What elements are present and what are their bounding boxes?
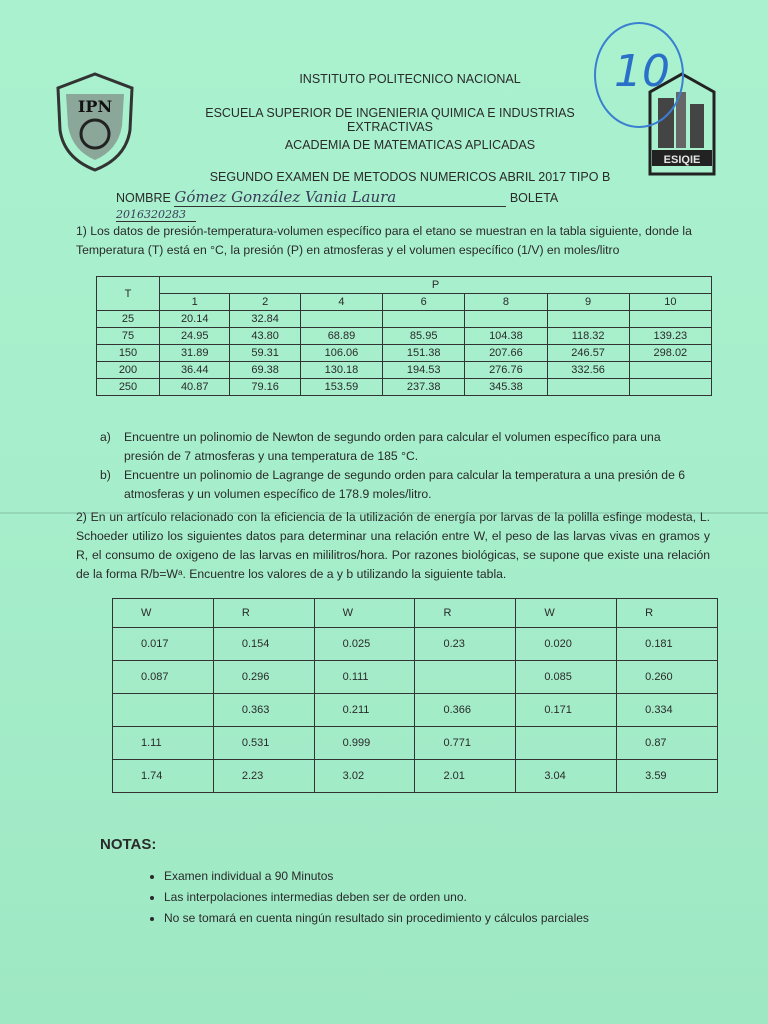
cell: 104.38: [465, 328, 547, 345]
cell: 68.89: [300, 328, 382, 345]
cell: 246.57: [547, 345, 629, 362]
cell: 345.38: [465, 379, 547, 396]
cell: 32.84: [230, 311, 300, 328]
t-header: T: [97, 277, 160, 311]
table-row: [97, 379, 712, 396]
cell: 75: [97, 328, 160, 345]
cell: 1.74: [113, 760, 214, 793]
cell: [629, 311, 711, 328]
cell: 0.260: [617, 661, 718, 694]
table-row: [113, 727, 718, 760]
cell: 2.23: [213, 760, 314, 793]
table-row: [97, 328, 712, 345]
cell: 1.11: [113, 727, 214, 760]
cell: 276.76: [465, 362, 547, 379]
q1-b-label: b): [100, 468, 111, 482]
cell: 43.80: [230, 328, 300, 345]
notes-list: [146, 866, 589, 929]
cell: 36.44: [160, 362, 230, 379]
p-value: 6: [383, 294, 465, 311]
pressure-table: [96, 276, 712, 396]
cell: 0.999: [314, 727, 415, 760]
cell: 0.181: [617, 628, 718, 661]
cell: 0.171: [516, 694, 617, 727]
cell: 0.363: [213, 694, 314, 727]
cell: 25: [97, 311, 160, 328]
table-row: [113, 661, 718, 694]
column-header: R: [213, 599, 314, 628]
school-title: ESCUELA SUPERIOR DE INGENIERIA QUIMICA E INDUSTRIAS EXTRACTIVAS: [205, 106, 575, 134]
cell: 40.87: [160, 379, 230, 396]
cell: 250: [97, 379, 160, 396]
cell: 0.771: [415, 727, 516, 760]
cell: 106.06: [300, 345, 382, 362]
ipn-logo-text: IPN: [77, 97, 113, 116]
cell: 0.020: [516, 628, 617, 661]
cell: 0.017: [113, 628, 214, 661]
cell: 0.334: [617, 694, 718, 727]
column-header: W: [516, 599, 617, 628]
q1-b-text: Encuentre un polinomio de Lagrange de segundo orden para calcular la temperatura a una presión de 6 atmosferas y un volumen específico de 178.9 moles/litro.: [124, 468, 686, 501]
table-header-row: [113, 599, 718, 628]
grade-value: 10: [614, 46, 670, 97]
q1-a-label: a): [100, 430, 111, 444]
cell: 0.531: [213, 727, 314, 760]
cell: 332.56: [547, 362, 629, 379]
boleta-label: BOLETA: [509, 191, 558, 205]
column-header: R: [415, 599, 516, 628]
cell: 0.111: [314, 661, 415, 694]
q1-a-text: Encuentre un polinomio de Newton de segundo orden para calcular el volumen específico para una presión de 7 atmosferas y una temperatura de 185 °C.: [124, 430, 661, 463]
cell: [415, 661, 516, 694]
cell: [465, 311, 547, 328]
cell: 3.02: [314, 760, 415, 793]
cell: 0.154: [213, 628, 314, 661]
cell: 194.53: [383, 362, 465, 379]
cell: 2.01: [415, 760, 516, 793]
notes-title: NOTAS:: [100, 836, 157, 853]
cell: 69.38: [230, 362, 300, 379]
cell: 0.085: [516, 661, 617, 694]
cell: 153.59: [300, 379, 382, 396]
cell: 0.087: [113, 661, 214, 694]
question-2-text: 2) En un artículo relacionado con la eficiencia de la utilización de energía por larvas de la polilla esfinge modesta, L. Schoeder utilizo los siguientes datos para determinar una relación entre W, el peso de las larvas vivas en gramos y R, el consumo de oxigeno de las larvas en mililitros/hora. Por razones biológicas, se supone que existe una relación de la forma R/b=Wᵃ. Encuentre los valores de a y b utilizando la siguiente tabla.: [76, 510, 710, 581]
table-row: [97, 345, 712, 362]
q1-item-b: [100, 466, 700, 504]
list-item: • Las interpolaciones intermedias deben ser de orden uno.: [164, 887, 589, 908]
cell: [383, 311, 465, 328]
cell: 0.366: [415, 694, 516, 727]
p-value: 10: [629, 294, 711, 311]
list-item: • Examen individual a 90 Minutos: [164, 866, 589, 887]
p-value: 1: [160, 294, 230, 311]
name-line: [116, 188, 636, 222]
institute-title: INSTITUTO POLITECNICO NACIONAL: [299, 72, 521, 86]
cell: 298.02: [629, 345, 711, 362]
cell: 130.18: [300, 362, 382, 379]
p-value: 8: [465, 294, 547, 311]
cell: [547, 379, 629, 396]
cell: 0.296: [213, 661, 314, 694]
academy-title: ACADEMIA DE MATEMATICAS APLICADAS: [284, 138, 536, 152]
cell: 24.95: [160, 328, 230, 345]
q1-item-a: [100, 428, 700, 466]
cell: 150: [97, 345, 160, 362]
esiqie-logo-text: ESIQIE: [663, 154, 701, 166]
cell: 237.38: [383, 379, 465, 396]
cell: 3.04: [516, 760, 617, 793]
cell: 207.66: [465, 345, 547, 362]
cell: 0.23: [415, 628, 516, 661]
cell: 59.31: [230, 345, 300, 362]
cell: [300, 311, 382, 328]
column-header: W: [314, 599, 415, 628]
p-value: 9: [547, 294, 629, 311]
larvae-table: [112, 598, 718, 793]
cell: 200: [97, 362, 160, 379]
table-row: [97, 362, 712, 379]
cell: 0.025: [314, 628, 415, 661]
cell: 31.89: [160, 345, 230, 362]
cell: [516, 727, 617, 760]
cell: 0.211: [314, 694, 415, 727]
cell: 0.87: [617, 727, 718, 760]
list-item: • No se tomará en cuenta ningún resultado sin procedimiento y cálculos parciales: [164, 908, 589, 929]
name-value: Gómez González Vania Laura: [174, 188, 506, 207]
cell: 85.95: [383, 328, 465, 345]
p-header: P: [160, 277, 712, 294]
ipn-logo-icon: [52, 70, 138, 174]
column-header: R: [617, 599, 718, 628]
boleta-value: 2016320283: [116, 208, 196, 222]
cell: [113, 694, 214, 727]
table-row: [113, 628, 718, 661]
table-row: [97, 311, 712, 328]
cell: 139.23: [629, 328, 711, 345]
table-row: [113, 694, 718, 727]
p-value: 4: [300, 294, 382, 311]
question-1-text: 1) Los datos de presión-temperatura-volumen específico para el etano se muestran en la tabla siguiente, donde la Temperatura (T) está en °C, la presión (P) en atmosferas y el volumen específico (1/V) en moles/litro: [76, 224, 692, 257]
cell: [547, 311, 629, 328]
column-header: W: [113, 599, 214, 628]
name-label: NOMBRE: [116, 191, 171, 205]
cell: 151.38: [383, 345, 465, 362]
p-value: 2: [230, 294, 300, 311]
exam-title: SEGUNDO EXAMEN DE METODOS NUMERICOS ABRIL 2017 TIPO B: [209, 170, 611, 184]
cell: 79.16: [230, 379, 300, 396]
cell: 20.14: [160, 311, 230, 328]
table-row: [113, 760, 718, 793]
cell: 3.59: [617, 760, 718, 793]
cell: 118.32: [547, 328, 629, 345]
cell: [629, 379, 711, 396]
cell: [629, 362, 711, 379]
